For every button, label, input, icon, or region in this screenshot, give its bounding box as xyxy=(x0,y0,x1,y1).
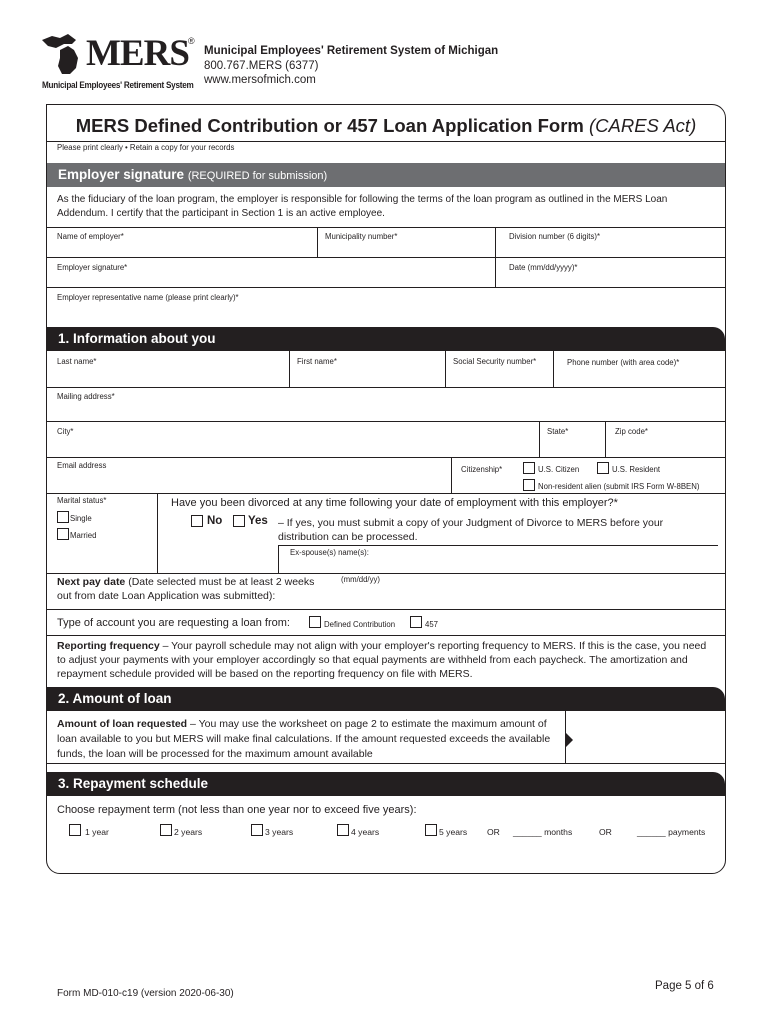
term-4-years-checkbox[interactable] xyxy=(337,824,349,836)
divorce-no-checkbox[interactable] xyxy=(191,515,203,527)
page-number: Page 5 of 6 xyxy=(655,980,714,992)
logo-subtitle: Municipal Employees' Retirement System xyxy=(42,80,194,91)
loan-amount-field[interactable] xyxy=(573,715,713,755)
defined-contribution-checkbox[interactable] xyxy=(309,616,321,628)
term-5-years-label: 5 years xyxy=(439,827,468,837)
registered-mark: ® xyxy=(188,36,195,46)
payments-field[interactable]: ______ payments xyxy=(637,827,706,837)
us-citizen-label: U.S. Citizen xyxy=(538,465,580,474)
us-resident-label: U.S. Resident xyxy=(612,465,661,474)
non-resident-label: Non-resident alien (submit IRS Form W-8BEN) xyxy=(538,482,700,491)
repayment-prompt: Choose repayment term (not less than one year nor to exceed five years): xyxy=(57,804,417,816)
employer-rep-name-field[interactable]: Employer representative name (please print clearly)* xyxy=(57,293,239,302)
reporting-frequency-note: Reporting frequency – Your payroll schedule may not align with your employer's reporting frequency to MERS. If this is the case, you need to adjust your payments with your employer accordingly so that equal payments are withheld from each paycheck. The amortization and repayment schedule provided will be based on the reporting frequency on file with MERS. xyxy=(57,640,707,680)
employer-signature-field[interactable]: Employer signature* xyxy=(57,263,128,272)
form-frame xyxy=(46,104,726,874)
email-field[interactable]: Email address xyxy=(57,461,107,470)
divorce-question: Have you been divorced at any time following your date of employment with this employer?* xyxy=(171,497,618,509)
first-name-field[interactable]: First name* xyxy=(297,357,337,366)
state-field[interactable]: State* xyxy=(547,427,569,436)
term-2-years-label: 2 years xyxy=(174,827,203,837)
michigan-map-icon xyxy=(38,32,90,78)
division-number-field[interactable]: Division number (6 digits)* xyxy=(509,232,600,241)
or-label-2: OR xyxy=(599,827,612,837)
org-phone: 800.767.MERS (6377) xyxy=(204,59,319,72)
form-instructions: Please print clearly • Retain a copy for your records xyxy=(57,143,235,152)
logo-wordmark: MERS xyxy=(86,33,189,74)
next-pay-date-label: Next pay date (Date selected must be at least 2 weeks out from date Loan Application was submitted): xyxy=(57,576,315,602)
mailing-address-field[interactable]: Mailing address* xyxy=(57,392,115,401)
employer-name-field[interactable]: Name of employer* xyxy=(57,232,124,241)
term-4-years-label: 4 years xyxy=(351,827,380,837)
term-2-years-checkbox[interactable] xyxy=(160,824,172,836)
divorce-note: – If yes, you must submit a copy of your Judgment of Divorce to MERS before your distribution can be processed. xyxy=(278,517,664,543)
single-checkbox[interactable] xyxy=(57,511,69,523)
term-1-year-label: 1 year xyxy=(85,827,109,837)
city-field[interactable]: City* xyxy=(57,427,74,436)
term-3-years-checkbox[interactable] xyxy=(251,824,263,836)
employer-date-field[interactable]: Date (mm/dd/yyyy)* xyxy=(509,263,578,272)
org-name: Municipal Employees' Retirement System of Michigan xyxy=(204,45,499,57)
us-resident-checkbox[interactable] xyxy=(597,462,609,474)
section2-header: 2. Amount of loan xyxy=(47,687,725,711)
term-5-years-checkbox[interactable] xyxy=(425,824,437,836)
divorce-no-label: No xyxy=(207,515,223,527)
divorce-yes-checkbox[interactable] xyxy=(233,515,245,527)
employer-statement: As the fiduciary of the loan program, the employer is responsible for following the terms of the loan program as outlined in the MERS Loan Addendum. I certify that the participant in Section 1 is an active employee. xyxy=(57,194,668,219)
zip-field[interactable]: Zip code* xyxy=(615,427,648,436)
us-citizen-checkbox[interactable] xyxy=(523,462,535,474)
municipality-number-field[interactable]: Municipality number* xyxy=(325,232,398,241)
single-label: Single xyxy=(70,514,92,523)
loan-amount-text: Amount of loan requested – You may use the worksheet on page 2 to estimate the maximum amount of loan available to you but MERS will make final calculations. If the amount requested exceeds the available funds, the loan will be processed for the maximum amount available xyxy=(57,718,551,760)
457-label: 457 xyxy=(425,620,439,629)
phone-field[interactable]: Phone number (with area code)* xyxy=(567,358,680,367)
married-checkbox[interactable] xyxy=(57,528,69,540)
ssn-field[interactable]: Social Security number* xyxy=(453,357,537,366)
form-id: Form MD-010-c19 (version 2020-06-30) xyxy=(57,988,234,999)
arrow-right-icon xyxy=(566,733,573,747)
employer-section-header: Employer signature (REQUIRED for submission) xyxy=(47,163,725,187)
section3-header: 3. Repayment schedule xyxy=(47,772,725,796)
form-title: MERS Defined Contribution or 457 Loan Application Form (CARES Act) xyxy=(75,115,697,136)
months-field[interactable]: ______ months xyxy=(513,827,573,837)
org-contact xyxy=(204,44,498,88)
marital-status-label: Marital status* xyxy=(57,496,107,505)
term-1-year-checkbox[interactable] xyxy=(69,824,81,836)
ex-spouse-field[interactable]: Ex-spouse(s) name(s): xyxy=(290,548,369,557)
married-label: Married xyxy=(70,531,97,540)
457-checkbox[interactable] xyxy=(410,616,422,628)
account-type-question: Type of account you are requesting a loan from: xyxy=(57,617,290,629)
citizenship-label: Citizenship* xyxy=(461,465,503,474)
mers-logo xyxy=(38,32,196,94)
section1-header: 1. Information about you xyxy=(47,327,725,351)
or-label-1: OR xyxy=(487,827,500,837)
non-resident-checkbox[interactable] xyxy=(523,479,535,491)
next-pay-date-field[interactable]: (mm/dd/yy) xyxy=(341,575,380,584)
last-name-field[interactable]: Last name* xyxy=(57,357,97,366)
defined-contribution-label: Defined Contribution xyxy=(324,620,396,629)
divorce-yes-label: Yes xyxy=(248,515,268,527)
org-website[interactable]: www.mersofmich.com xyxy=(204,74,316,86)
term-3-years-label: 3 years xyxy=(265,827,294,837)
